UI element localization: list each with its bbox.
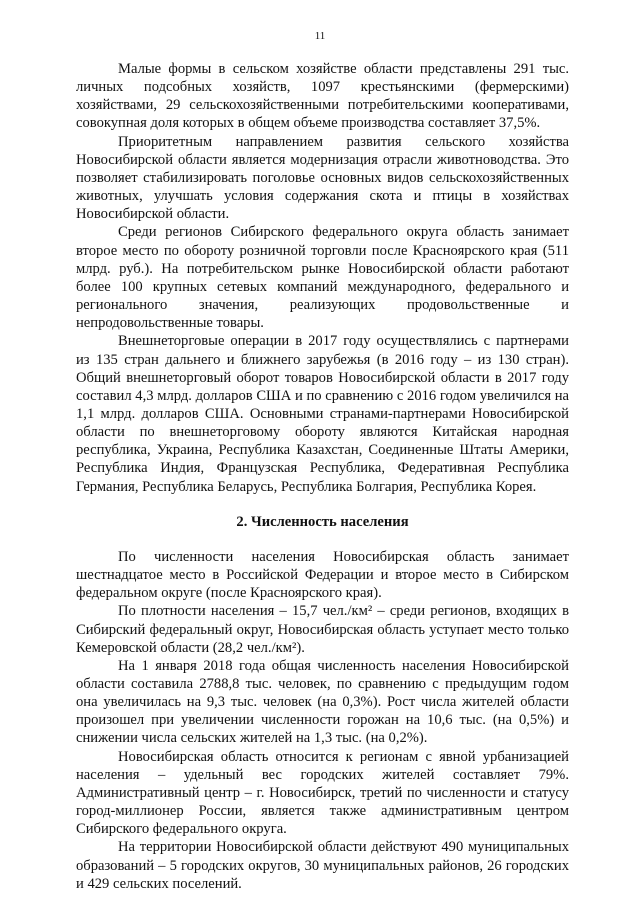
paragraph-retail-trade: Среди регионов Сибирского федерального округа область занимает второе место по обороту розничной торговли после Красноярского края (511 млрд. руб.). На потребительском рынке Новосибирской области работают более 100 крупных сетевых компаний международного, федерального и регионального значения, реализующих продовольственные и непродовольственные товары. xyxy=(76,224,569,332)
paragraph-foreign-trade: Внешнеторговые операции в 2017 году осуществлялись с партнерами из 135 стран дальнего и ближнего зарубежья (в 2016 году – из 130 стран). Общий внешнеторговый оборот товаров Новосибирской области в 2017 году составил 4,3 млрд. долларов США и по сравнению с 2016 годом увеличился на 1,1 млрд. долларов США. Основными странами-партнерами Новосибирской области по внешнеторговому обороту являются Китайская народная республика, Украина, Республика Казахстан, Соединенные Штаты Америки, Республика Индия, Французская Республика, Федеративная Республика Германия, Республика Беларусь, Республика Болгария, Республика Корея. xyxy=(76,333,569,495)
paragraph-population-total: На 1 января 2018 года общая численность населения Новосибирской области составила 2788,8 тыс. человек, по сравнению с предыдущим годом она увеличилась на 9,3 тыс. человек (на 0,3%). Рост числа жителей области произошел при увеличении численности горожан на 10,6 тыс. (на 0,5%) и снижении числа сельских жителей на 1,3 тыс. (на 0,2%). xyxy=(76,657,569,747)
paragraph-urbanization: Новосибирская область относится к регионам с явной урбанизацией населения – удельный вес городских жителей составляет 79%. Административный центр – г. Новосибирск, третий по численности и статусу город-миллионер России, является также административным центром Сибирского федерального округа. xyxy=(76,748,569,838)
paragraph-livestock-priority: Приоритетным направлением развития сельского хозяйства Новосибирской области является модернизация отрасли животноводства. Это позволяет стабилизировать поголовье основных видов сельскохозяйственных животных, улучшать условия содержания скота и птицы в хозяйствах Новосибирской области. xyxy=(76,133,569,223)
paragraph-population-density: По плотности населения – 15,7 чел./км² – среди регионов, входящих в Сибирский федеральный округ, Новосибирская область уступает место только Кемеровской области (28,2 чел./км²). xyxy=(76,603,569,656)
paragraph-municipalities: На территории Новосибирской области действуют 490 муниципальных образований – 5 городских округов, 30 муниципальных районов, 26 городских и 429 сельских поселений. xyxy=(76,839,569,892)
paragraph-small-farms: Малые формы в сельском хозяйстве области представлены 291 тыс. личных подсобных хозяйств, 1097 крестьянскими (фермерскими) хозяйствами, 29 сельскохозяйственными потребительскими кооперативами, совокупная доля которых в общем объеме производства составляет 37,5%. xyxy=(76,61,569,132)
page-number: 11 xyxy=(314,30,326,42)
section-heading-population: 2. Численность населения xyxy=(236,513,409,530)
document-body xyxy=(76,60,569,893)
paragraph-population-rank: По численности населения Новосибирская область занимает шестнадцатое место в Российской Федерации и второе место в Сибирском федеральном округе (после Красноярского края). xyxy=(76,548,569,602)
